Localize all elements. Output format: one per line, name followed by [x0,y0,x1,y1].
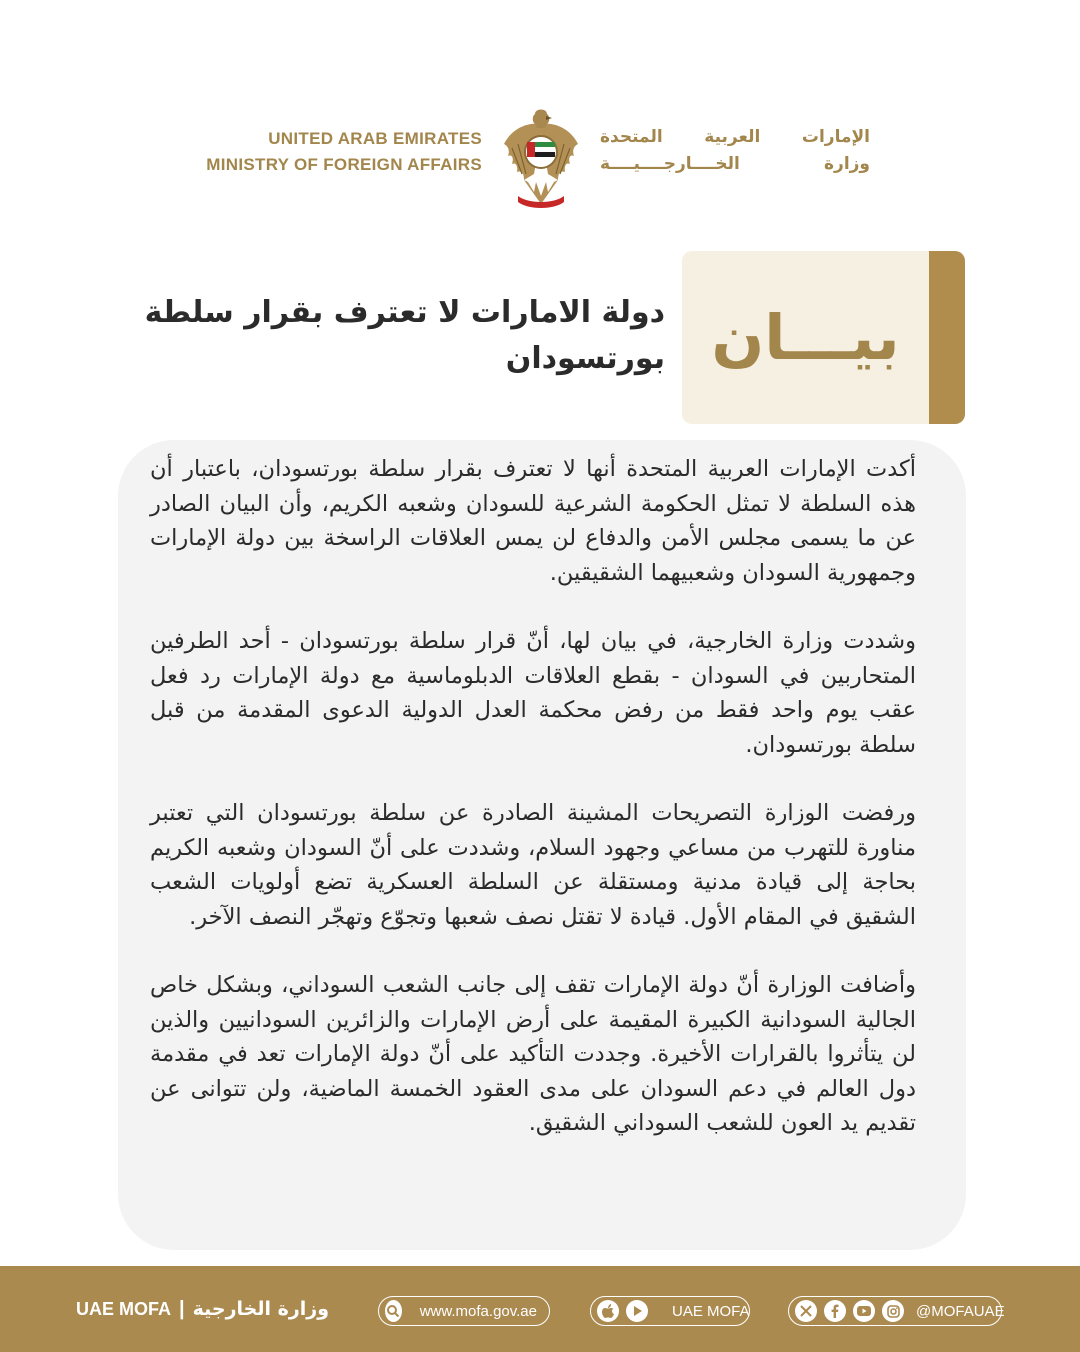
org-ministry-ar: وزارة الخــــارجــــيــــة [600,154,870,174]
statement-badge [682,251,965,424]
letterhead [0,100,1080,215]
social-links[interactable] [788,1296,1005,1326]
paragraph: ورفضت الوزارة التصريحات المشينة الصادرة عن سلطة بورتسودان التي تعتبر مناورة للتهرب من مساعي وجهود السلام، وشددت على أنّ السودان وشعبه الكريم بحاجة إلى قيادة مدنية ومستقلة عن السلطة العسكرية تضع أولويات الشعب الشقيق في المقام الأول. قيادة لا تقتل نصف شعبها وتجوّع وتهجّر النصف الآخر. [150,800,916,930]
uae-emblem-icon [498,104,584,214]
paragraph: وأضافت الوزارة أنّ دولة الإمارات تقف إلى جانب الشعب السوداني، وبشكل خاص الجالية السودانية الكبيرة المقيمة على أرض الإمارات والزائرين السودانيين والذين لن يتأثروا بالقرارات الأخيرة. وجددت التأكيد على أنّ دولة الإمارات تعد في مقدمة دول العالم في دعم السودان على مدى العقود الخمسة الماضية، ولن تتوانى عن تقديم يد العون للشعب السوداني الشقيق. [150,972,916,1136]
paragraph: أكدت الإمارات العربية المتحدة أنها لا تعترف بقرار سلطة بورتسودان، باعتبار أن هذه السلطة لا تمثل الحكومة الشرعية للسودان وشعبه الكريم، وأن البيان الصادر عن ما يسمى مجلس الأمن والدفاع لن يمس العلاقات الراسخة بين دولة الإمارات وجمهورية السودان وشعبيهما الشقيقين. [150,456,916,586]
footer-brand-en: UAE MOFA [76,1299,172,1319]
social-handle: @MOFAUAE [916,1302,1005,1320]
apple-icon [597,1300,619,1322]
facebook-icon[interactable] [824,1300,846,1322]
statement-badge-label: بيـــان [711,301,900,374]
footer-bar [0,1266,1080,1352]
youtube-icon[interactable] [853,1300,875,1322]
paragraph: وشددت وزارة الخارجية، في بيان لها، أنّ قرار سلطة بورتسودان - أحد الطرفين المتحاربين في السودان - بقطع العلاقات الدبلوماسية مع دولة الإمارات رد فعل عقب يوم واحد فقط من رفض محكمة العدل الدولية الدعوى المقدمة من قبل سلطة بورتسودان. [150,628,916,758]
app-name: UAE MOFA [672,1302,750,1320]
play-store-icon [626,1300,648,1322]
x-icon[interactable] [795,1300,817,1322]
footer-brand-separator: | [179,1298,185,1320]
org-name-en [206,126,482,178]
org-country-en: UNITED ARAB EMIRATES [268,129,482,148]
badge-accent-strip [929,251,965,424]
footer-brand [76,1296,329,1322]
website-link[interactable] [378,1296,550,1326]
org-ministry-en: MINISTRY OF FOREIGN AFFAIRS [206,155,482,174]
app-link[interactable] [590,1296,750,1326]
statement-body [150,452,916,1175]
website-url: www.mofa.gov.ae [419,1302,537,1320]
org-country-ar: الإمارات العربية المتحدة [600,127,870,147]
footer-brand-ar: وزارة الخارجية [192,1298,330,1320]
org-name-ar [600,124,870,178]
search-icon [385,1300,402,1322]
instagram-icon[interactable] [882,1300,904,1322]
page-title: دولة الامارات لا تعترف بقرار سلطة بورتسودان [144,295,665,376]
